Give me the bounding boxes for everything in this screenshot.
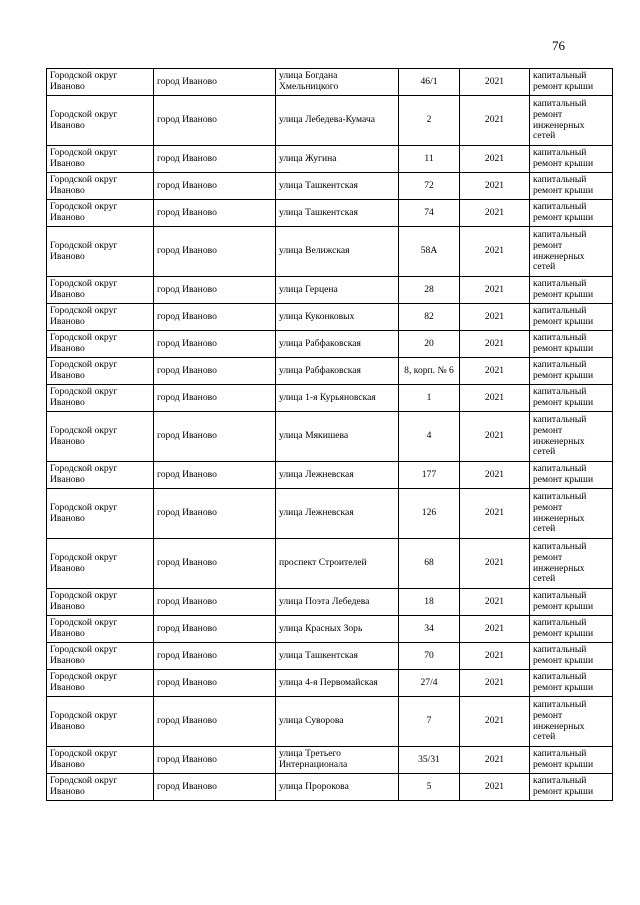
street-cell: улица Суворова [276,697,399,747]
street-cell: улица 1-я Курьяновская [276,385,399,412]
city-cell: город Иваново [154,173,276,200]
street-cell: улица Лежневская [276,462,399,489]
municipal-district-cell: Городской округ Иваново [47,643,154,670]
city-cell: город Иваново [154,358,276,385]
house-number-cell: 27/4 [399,670,460,697]
city-cell: город Иваново [154,96,276,146]
work-type-cell: капитальный ремонт крыши [530,616,613,643]
year-cell: 2021 [460,277,530,304]
street-cell: улица Велижская [276,227,399,277]
municipal-district-cell: Городской округ Иваново [47,385,154,412]
municipal-district-cell: Городской округ Иваново [47,227,154,277]
municipal-district-cell: Городской округ Иваново [47,277,154,304]
municipal-district-cell: Городской округ Иваново [47,173,154,200]
city-cell: город Иваново [154,539,276,589]
work-type-cell: капитальный ремонт инженерных сетей [530,227,613,277]
house-number-cell: 74 [399,200,460,227]
city-cell: город Иваново [154,616,276,643]
municipal-district-cell: Городской округ Иваново [47,304,154,331]
work-type-cell: капитальный ремонт крыши [530,462,613,489]
work-type-cell: капитальный ремонт крыши [530,200,613,227]
street-cell: проспект Строителей [276,539,399,589]
municipal-district-cell: Городской округ Иваново [47,774,154,801]
table-row [47,539,613,589]
year-cell: 2021 [460,670,530,697]
city-cell: город Иваново [154,200,276,227]
table-row [47,747,613,774]
city-cell: город Иваново [154,146,276,173]
house-number-cell: 4 [399,412,460,462]
city-cell: город Иваново [154,385,276,412]
city-cell: город Иваново [154,69,276,96]
city-cell: город Иваново [154,227,276,277]
table-row [47,670,613,697]
year-cell: 2021 [460,697,530,747]
house-number-cell: 20 [399,331,460,358]
street-cell: улица Жугина [276,146,399,173]
table-row [47,358,613,385]
street-cell: улица Ташкентская [276,173,399,200]
house-number-cell: 68 [399,539,460,589]
table-row [47,173,613,200]
year-cell: 2021 [460,462,530,489]
city-cell: город Иваново [154,489,276,539]
house-number-cell: 126 [399,489,460,539]
table-row [47,146,613,173]
year-cell: 2021 [460,539,530,589]
street-cell: улица Поэта Лебедева [276,589,399,616]
year-cell: 2021 [460,304,530,331]
work-type-cell: капитальный ремонт крыши [530,670,613,697]
table-row [47,774,613,801]
repair-registry-table [46,68,613,801]
house-number-cell: 34 [399,616,460,643]
municipal-district-cell: Городской округ Иваново [47,358,154,385]
work-type-cell: капитальный ремонт крыши [530,173,613,200]
city-cell: город Иваново [154,589,276,616]
work-type-cell: капитальный ремонт крыши [530,331,613,358]
page-number: 76 [552,38,565,53]
street-cell: улица Мякишева [276,412,399,462]
municipal-district-cell: Городской округ Иваново [47,589,154,616]
table-row [47,277,613,304]
municipal-district-cell: Городской округ Иваново [47,539,154,589]
municipal-district-cell: Городской округ Иваново [47,200,154,227]
year-cell: 2021 [460,69,530,96]
table-body [47,69,613,801]
year-cell: 2021 [460,412,530,462]
street-cell: улица Рабфаковская [276,331,399,358]
table-row [47,200,613,227]
city-cell: город Иваново [154,747,276,774]
year-cell: 2021 [460,489,530,539]
year-cell: 2021 [460,227,530,277]
house-number-cell: 72 [399,173,460,200]
table-row [47,616,613,643]
year-cell: 2021 [460,331,530,358]
table-row [47,643,613,670]
street-cell: улица Ташкентская [276,643,399,670]
year-cell: 2021 [460,616,530,643]
year-cell: 2021 [460,358,530,385]
municipal-district-cell: Городской округ Иваново [47,69,154,96]
table-row [47,304,613,331]
house-number-cell: 7 [399,697,460,747]
year-cell: 2021 [460,146,530,173]
house-number-cell: 11 [399,146,460,173]
house-number-cell: 70 [399,643,460,670]
table-row [47,96,613,146]
work-type-cell: капитальный ремонт крыши [530,774,613,801]
street-cell: улица Красных Зорь [276,616,399,643]
city-cell: город Иваново [154,774,276,801]
house-number-cell: 46/1 [399,69,460,96]
municipal-district-cell: Городской округ Иваново [47,747,154,774]
street-cell: улица Ташкентская [276,200,399,227]
work-type-cell: капитальный ремонт крыши [530,747,613,774]
municipal-district-cell: Городской округ Иваново [47,331,154,358]
city-cell: город Иваново [154,697,276,747]
year-cell: 2021 [460,173,530,200]
table-row [47,462,613,489]
house-number-cell: 8, корп. № 6 [399,358,460,385]
work-type-cell: капитальный ремонт крыши [530,69,613,96]
city-cell: город Иваново [154,643,276,670]
street-cell: улица Богдана Хмельницкого [276,69,399,96]
work-type-cell: капитальный ремонт инженерных сетей [530,412,613,462]
work-type-cell: капитальный ремонт крыши [530,146,613,173]
work-type-cell: капитальный ремонт крыши [530,385,613,412]
year-cell: 2021 [460,643,530,670]
house-number-cell: 5 [399,774,460,801]
street-cell: улица Куконковых [276,304,399,331]
municipal-district-cell: Городской округ Иваново [47,412,154,462]
municipal-district-cell: Городской округ Иваново [47,697,154,747]
work-type-cell: капитальный ремонт крыши [530,358,613,385]
city-cell: город Иваново [154,412,276,462]
house-number-cell: 28 [399,277,460,304]
street-cell: улица Лебедева-Кумача [276,96,399,146]
municipal-district-cell: Городской округ Иваново [47,462,154,489]
work-type-cell: капитальный ремонт инженерных сетей [530,539,613,589]
work-type-cell: капитальный ремонт инженерных сетей [530,96,613,146]
house-number-cell: 82 [399,304,460,331]
work-type-cell: капитальный ремонт крыши [530,643,613,670]
municipal-district-cell: Городской округ Иваново [47,670,154,697]
street-cell: улица Рабфаковская [276,358,399,385]
work-type-cell: капитальный ремонт крыши [530,589,613,616]
street-cell: улица Лежневская [276,489,399,539]
street-cell: улица Пророкова [276,774,399,801]
table-row [47,69,613,96]
table-row [47,412,613,462]
work-type-cell: капитальный ремонт инженерных сетей [530,697,613,747]
table-row [47,385,613,412]
municipal-district-cell: Городской округ Иваново [47,146,154,173]
municipal-district-cell: Городской округ Иваново [47,616,154,643]
year-cell: 2021 [460,200,530,227]
year-cell: 2021 [460,589,530,616]
table-row [47,331,613,358]
house-number-cell: 2 [399,96,460,146]
city-cell: город Иваново [154,277,276,304]
house-number-cell: 1 [399,385,460,412]
street-cell: улица 4-я Первомайская [276,670,399,697]
house-number-cell: 177 [399,462,460,489]
table-row [47,227,613,277]
year-cell: 2021 [460,96,530,146]
house-number-cell: 18 [399,589,460,616]
year-cell: 2021 [460,774,530,801]
house-number-cell: 35/31 [399,747,460,774]
city-cell: город Иваново [154,304,276,331]
street-cell: улица Третьего Интернационала [276,747,399,774]
year-cell: 2021 [460,385,530,412]
city-cell: город Иваново [154,462,276,489]
table-row [47,589,613,616]
table-row [47,489,613,539]
street-cell: улица Герцена [276,277,399,304]
year-cell: 2021 [460,747,530,774]
work-type-cell: капитальный ремонт инженерных сетей [530,489,613,539]
municipal-district-cell: Городской округ Иваново [47,96,154,146]
city-cell: город Иваново [154,331,276,358]
municipal-district-cell: Городской округ Иваново [47,489,154,539]
table-row [47,697,613,747]
house-number-cell: 58А [399,227,460,277]
work-type-cell: капитальный ремонт крыши [530,277,613,304]
work-type-cell: капитальный ремонт крыши [530,304,613,331]
city-cell: город Иваново [154,670,276,697]
